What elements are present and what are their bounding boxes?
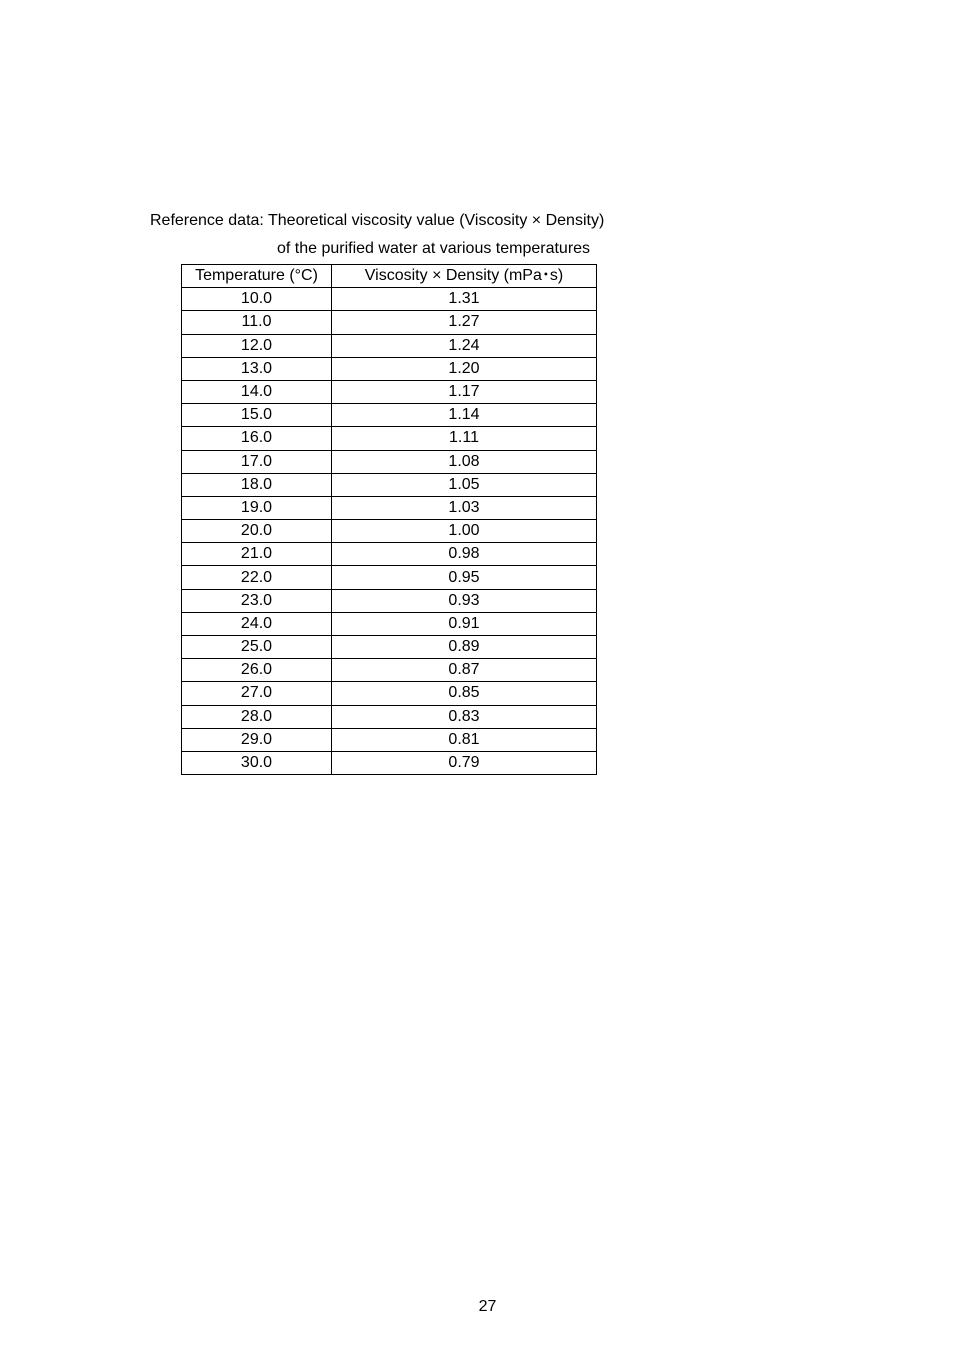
table-row bbox=[182, 311, 597, 334]
table-row bbox=[182, 450, 597, 473]
table-row bbox=[182, 566, 597, 589]
temperature-cell: 27.0 bbox=[182, 682, 332, 705]
viscosity-density-cell: 0.89 bbox=[332, 636, 597, 659]
table-row bbox=[182, 404, 597, 427]
table-row bbox=[182, 427, 597, 450]
viscosity-density-cell: 0.91 bbox=[332, 612, 597, 635]
viscosity-density-cell: 0.93 bbox=[332, 589, 597, 612]
table-row bbox=[182, 543, 597, 566]
viscosity-density-cell: 1.14 bbox=[332, 404, 597, 427]
table-caption-title: Reference data: Theoretical viscosity value (Viscosity × Density) bbox=[150, 212, 605, 229]
table-row bbox=[182, 751, 597, 774]
table-row bbox=[182, 334, 597, 357]
temperature-cell: 24.0 bbox=[182, 612, 332, 635]
temperature-cell: 10.0 bbox=[182, 288, 332, 311]
temperature-cell: 14.0 bbox=[182, 380, 332, 403]
temperature-cell: 22.0 bbox=[182, 566, 332, 589]
temperature-cell: 25.0 bbox=[182, 636, 332, 659]
viscosity-density-cell: 1.17 bbox=[332, 380, 597, 403]
table-caption-subtitle: of the purified water at various temperatures bbox=[277, 240, 591, 257]
temperature-cell: 18.0 bbox=[182, 473, 332, 496]
viscosity-density-cell: 0.81 bbox=[332, 728, 597, 751]
viscosity-density-cell: 1.31 bbox=[332, 288, 597, 311]
table-row bbox=[182, 682, 597, 705]
table-body bbox=[182, 288, 597, 775]
temperature-column-header: Temperature (°C) bbox=[182, 265, 332, 288]
table-row bbox=[182, 589, 597, 612]
viscosity-density-cell: 0.95 bbox=[332, 566, 597, 589]
viscosity-density-cell: 1.20 bbox=[332, 357, 597, 380]
table-row bbox=[182, 520, 597, 543]
viscosity-density-cell: 1.24 bbox=[332, 334, 597, 357]
temperature-cell: 12.0 bbox=[182, 334, 332, 357]
viscosity-density-cell: 0.87 bbox=[332, 659, 597, 682]
table-row bbox=[182, 728, 597, 751]
page-number: 27 bbox=[478, 1298, 497, 1315]
temperature-cell: 19.0 bbox=[182, 496, 332, 519]
temperature-cell: 26.0 bbox=[182, 659, 332, 682]
temperature-cell: 16.0 bbox=[182, 427, 332, 450]
viscosity-density-cell: 1.05 bbox=[332, 473, 597, 496]
temperature-cell: 28.0 bbox=[182, 705, 332, 728]
table-row bbox=[182, 496, 597, 519]
viscosity-density-cell: 1.08 bbox=[332, 450, 597, 473]
table-row bbox=[182, 473, 597, 496]
table-row bbox=[182, 636, 597, 659]
viscosity-density-cell: 0.79 bbox=[332, 751, 597, 774]
temperature-cell: 11.0 bbox=[182, 311, 332, 334]
table-row bbox=[182, 612, 597, 635]
temperature-cell: 29.0 bbox=[182, 728, 332, 751]
viscosity-density-column-header: Viscosity × Density (mPa･s) bbox=[332, 265, 597, 288]
table-header-row bbox=[182, 265, 597, 288]
table-row bbox=[182, 659, 597, 682]
temperature-cell: 17.0 bbox=[182, 450, 332, 473]
table-row bbox=[182, 357, 597, 380]
viscosity-density-cell: 0.85 bbox=[332, 682, 597, 705]
viscosity-density-cell: 1.03 bbox=[332, 496, 597, 519]
temperature-cell: 30.0 bbox=[182, 751, 332, 774]
viscosity-density-cell: 1.11 bbox=[332, 427, 597, 450]
temperature-cell: 15.0 bbox=[182, 404, 332, 427]
viscosity-density-cell: 0.98 bbox=[332, 543, 597, 566]
viscosity-density-cell: 1.00 bbox=[332, 520, 597, 543]
table-row bbox=[182, 380, 597, 403]
temperature-cell: 21.0 bbox=[182, 543, 332, 566]
temperature-cell: 20.0 bbox=[182, 520, 332, 543]
temperature-cell: 23.0 bbox=[182, 589, 332, 612]
viscosity-density-cell: 1.27 bbox=[332, 311, 597, 334]
table-row bbox=[182, 288, 597, 311]
table-row bbox=[182, 705, 597, 728]
viscosity-reference-table bbox=[181, 264, 597, 775]
viscosity-density-cell: 0.83 bbox=[332, 705, 597, 728]
temperature-cell: 13.0 bbox=[182, 357, 332, 380]
